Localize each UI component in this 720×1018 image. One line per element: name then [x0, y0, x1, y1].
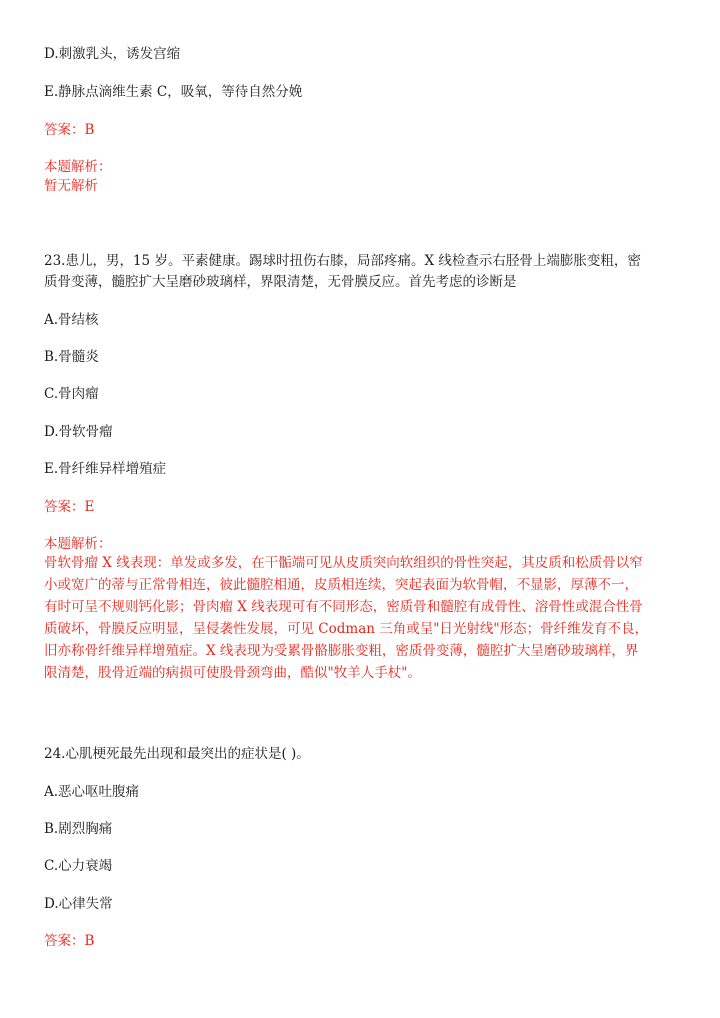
q23-option-b: B.骨髓炎: [44, 349, 99, 365]
q24-option-b: B.剧烈胸痛: [44, 821, 113, 837]
q23-analysis-line-4: 质破坏，骨膜反应明显，呈侵袭性发展，可见 Codman 三角或呈"日光射线"形态；骨纤维发育不良，: [44, 621, 649, 637]
q23-answer: 答案：E: [44, 499, 95, 515]
q24-option-a: A.恶心呕吐腹痛: [44, 784, 140, 800]
q23-stem-line-2: 质骨变薄，髓腔扩大呈磨砂玻璃样，界限清楚，无骨膜反应。首先考虑的诊断是: [44, 274, 517, 290]
q23-analysis-label: 本题解析：: [44, 536, 112, 552]
q24-stem: 24.心肌梗死最先出现和最突出的症状是( )。: [44, 746, 310, 762]
q23-option-a: A.骨结核: [44, 312, 99, 328]
q23-stem-line-1: 23.患儿，男，15 岁。平素健康。踢球时扭伤右膝，局部疼痛。X 线检查示右胫骨上端膨胀变粗，密: [44, 253, 641, 269]
q22-option-d: D.刺激乳头，诱发宫缩: [44, 46, 181, 62]
q23-analysis-line-5: 旧亦称骨纤维异样增殖症。X 线表现为受累骨骼膨胀变粗，密质骨变薄，髓腔扩大呈磨砂玻璃样，界: [44, 643, 639, 659]
q24-answer: 答案：B: [44, 933, 95, 949]
q22-analysis-label: 本题解析：: [44, 159, 112, 175]
q23-analysis-line-2: 小或宽广的蒂与正常骨相连，彼此髓腔相通，皮质相连续，突起表面为软骨帽，不显影，厚薄不一，: [44, 577, 638, 593]
q23-option-e: E.骨纤维异样增殖症: [44, 461, 167, 477]
q24-option-c: C.心力衰竭: [44, 858, 113, 874]
q23-option-c: C.骨肉瘤: [44, 386, 99, 402]
q23-analysis-line-6: 限清楚，股骨近端的病损可使股骨颈弯曲，酷似"牧羊人手杖"。: [44, 665, 421, 681]
q22-option-e: E.静脉点滴维生素 C，吸氧，等待自然分娩: [44, 84, 303, 100]
q22-analysis-text: 暂无解析: [44, 178, 98, 194]
q23-analysis-line-1: 骨软骨瘤 X 线表现：单发或多发，在干骺端可见从皮质突向软组织的骨性突起，其皮质和松质骨以窄: [44, 555, 643, 571]
q23-analysis-line-3: 有时可呈不规则钙化影；骨肉瘤 X 线表现可有不同形态，密质骨和髓腔有成骨性、溶骨性或混合性骨: [44, 599, 643, 615]
q23-option-d: D.骨软骨瘤: [44, 424, 113, 440]
q24-option-d: D.心律失常: [44, 896, 113, 912]
q22-answer: 答案：B: [44, 122, 95, 138]
